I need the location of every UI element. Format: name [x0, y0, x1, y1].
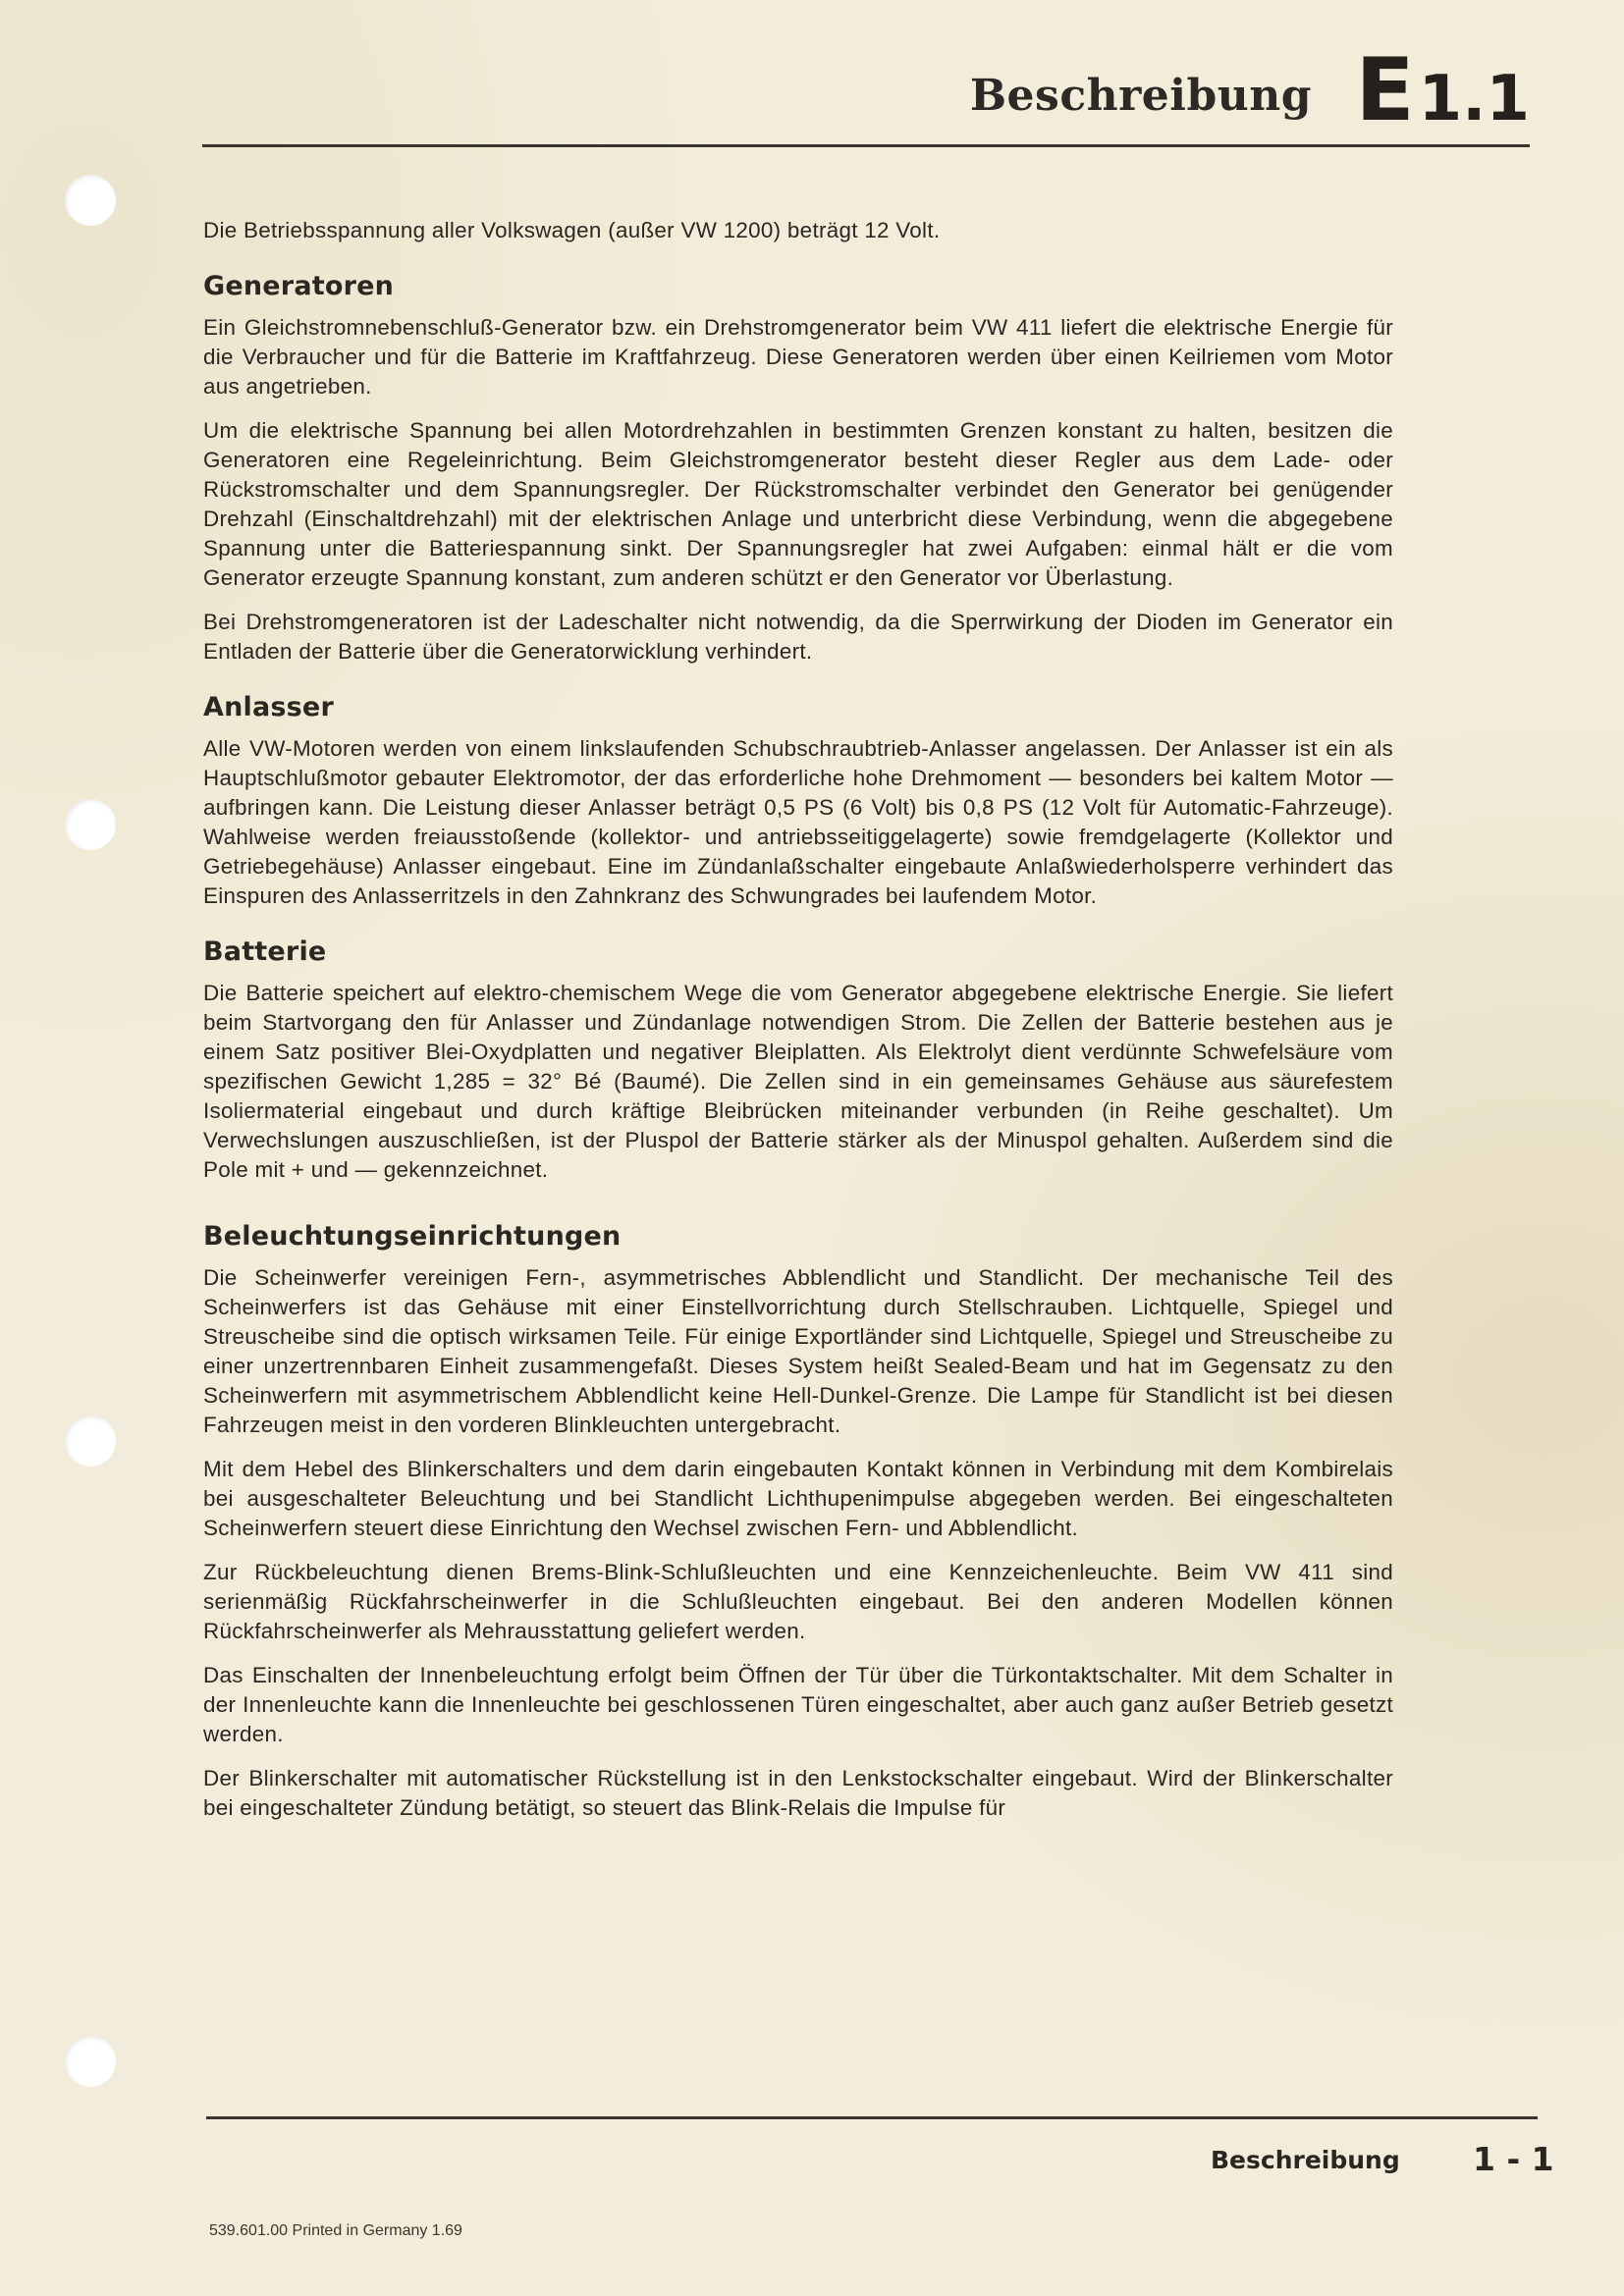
paragraph: Mit dem Hebel des Blinkerschalters und dem darin eingebauten Kontakt können in Verbindung mit dem Kombirelais bei ausgeschalteter Beleuchtung und bei Standlicht Lichthupenimpulse abgegeben werden. Bei eingeschalteten Scheinwerfern steuert diese Einrichtung den Wechsel zwischen Fern- und Abblendlicht. — [203, 1457, 1393, 1540]
section-heading-batterie: Batterie — [203, 936, 327, 967]
paragraph: Zur Rückbeleuchtung dienen Brems-Blink-Schlußleuchten und eine Kennzeichenleuchte. Beim VW 411 sind serienmäßig Rückfahrscheinwerfer in die Schlußleuchten eingebaut. Bei den anderen Modellen können Rückfahrscheinwerfer als Mehrausstattung geliefert werden. — [203, 1560, 1393, 1643]
paragraph: Das Einschalten der Innenbeleuchtung erfolgt beim Öffnen der Tür über die Türkontaktschalter. Mit dem Schalter in der Innenleuchte kann die Innenleuchte bei geschlossenen Türen eingeschaltet, aber auch ganz außer Betrieb gesetzt werden. — [203, 1663, 1393, 1746]
punch-hole — [65, 1415, 116, 1467]
section-code — [1356, 39, 1531, 140]
punch-hole — [65, 175, 116, 226]
paragraph: Der Blinkerschalter mit automatischer Rückstellung ist in den Lenkstockschalter eingebaut. Wird der Blinkerschalter bei eingeschalteter Zündung betätigt, so steuert das Blink-Relais die Impulse für — [203, 1766, 1393, 1820]
section-heading-anlasser: Anlasser — [203, 692, 334, 722]
intro-paragraph: Die Betriebsspannung aller Volkswagen (außer VW 1200) beträgt 12 Volt. — [203, 218, 941, 242]
paragraph: Alle VW-Motoren werden von einem linkslaufenden Schubschraubtrieb-Anlasser angelassen. Der Anlasser ist ein als Hauptschlußmotor gebauter Elektromotor, der das erforderliche hohe Drehmoment — besonders bei kaltem Motor — aufbringen kann. Die Leistung dieser Anlasser beträgt 0,5 PS (6 Volt) bis 0,8 PS (12 Volt für Automatic-Fahrzeuge). Wahlweise werden freiausstoßende (kollektor- und antriebsseitiggelagerte) sowie fremdgelagerte (Kollektor und Getriebegehäuse) Anlasser eingebaut. Eine im Zündanlaßschalter eingebaute Anlaßwiederholsperre verhindert das Einspuren des Anlasserritzels in den Zahnkranz des Schwungrades bei laufendem Motor. — [203, 736, 1393, 908]
paragraph: Bei Drehstromgeneratoren ist der Ladeschalter nicht notwendig, da die Sperrwirkung der Dioden im Generator ein Entladen der Batterie über die Generatorwicklung verhindert. — [203, 610, 1393, 664]
section-heading-generatoren: Generatoren — [203, 271, 395, 301]
body-text — [203, 216, 1393, 1838]
section-code-letter: E — [1355, 39, 1415, 140]
page-number: 1 - 1 — [1473, 2140, 1554, 2178]
punch-hole — [65, 799, 116, 850]
paragraph: Die Batterie speichert auf elektro-chemischem Wege die vom Generator abgegebene elektrische Energie. Sie liefert beim Startvorgang den für Anlasser und Zündanlage notwendigen Strom. Die Zellen der Batterie bestehen aus je einem Satz positiver Blei-Oxydplatten und negativer Bleiplatten. Als Elektrolyt dient verdünnte Schwefelsäure vom spezifischen Gewicht 1,285 = 32° Bé (Baumé). Die Zellen sind in ein gemeinsames Gehäuse aus säurefestem Isoliermaterial eingebaut und durch kräftige Bleibrücken miteinander verbunden (in Reihe geschaltet). Um Verwechslungen auszuschließen, ist der Pluspol der Batterie stärker als der Minuspol gehalten. Außerdem sind die Pole mit + und — gekennzeichnet. — [203, 981, 1393, 1182]
header-rule — [202, 144, 1530, 147]
footer-rule — [206, 2116, 1538, 2119]
print-info: 539.601.00 Printed in Germany 1.69 — [209, 2222, 462, 2239]
paragraph: Um die elektrische Spannung bei allen Motordrehzahlen in bestimmten Grenzen konstant zu halten, besitzen die Generatoren eine Regeleinrichtung. Beim Gleichstromgenerator besteht dieser Regler aus dem Lade- oder Rückstromschalter und dem Spannungsregler. Der Rückstromschalter verbindet den Generator bei genügender Drehzahl (Einschaltdrehzahl) mit der elektrischen Anlage und unterbricht diese Verbindung, wenn die abgegebene Spannung unter die Batteriespannung sinkt. Der Spannungsregler hat zwei Aufgaben: einmal hält er die vom Generator erzeugte Spannung konstant, zum anderen schützt er den Generator vor Überlastung. — [203, 418, 1393, 590]
header-title: Beschreibung — [969, 71, 1312, 121]
footer-label: Beschreibung — [1211, 2146, 1400, 2174]
paragraph: Die Scheinwerfer vereinigen Fern-, asymmetrisches Abblendlicht und Standlicht. Der mechanische Teil des Scheinwerfers ist das Gehäuse mit einer Einstellvorrichtung durch Stellschrauben. Lichtquelle, Spiegel und Streuscheibe sind die optisch wirksamen Teile. Für einige Exportländer sind Lichtquelle, Spiegel und Streuscheibe zu einer unzertrennbaren Einheit zusammengefaßt. Dieses System heißt Sealed-Beam und hat im Gegensatz zu den Scheinwerfern mit asymmetrischem Abblendlicht keine Hell-Dunkel-Grenze. Die Lampe für Standlicht ist bei diesen Fahrzeugen meist in den vorderen Blinkleuchten untergebracht. — [203, 1265, 1393, 1437]
section-heading-beleuchtungseinrichtungen: Beleuchtungseinrichtungen — [203, 1221, 622, 1252]
punch-hole — [65, 2036, 116, 2087]
paragraph: Ein Gleichstromnebenschluß-Generator bzw. ein Drehstromgenerator beim VW 411 liefert die elektrische Energie für die Verbraucher und für die Batterie im Kraftfahrzeug. Diese Generatoren werden über einen Keilriemen vom Motor aus angetrieben. — [203, 315, 1393, 399]
section-code-number: 1.1 — [1418, 63, 1530, 135]
